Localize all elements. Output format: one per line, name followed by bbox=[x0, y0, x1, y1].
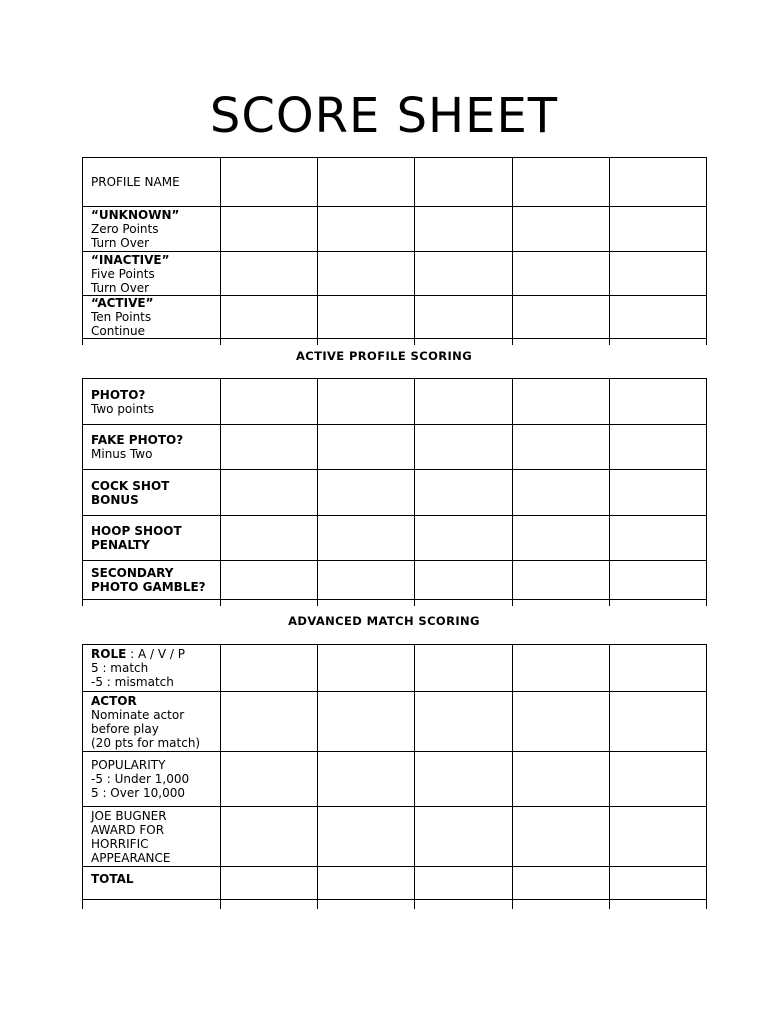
score-cell[interactable] bbox=[415, 692, 512, 752]
table-row-total bbox=[83, 867, 707, 900]
score-cell[interactable] bbox=[609, 752, 706, 807]
score-cell[interactable] bbox=[415, 158, 512, 207]
score-cell[interactable] bbox=[221, 379, 318, 425]
score-cell[interactable] bbox=[221, 692, 318, 752]
table-row bbox=[83, 425, 707, 470]
score-cell[interactable] bbox=[415, 645, 512, 692]
row-label: PHOTO? Two points bbox=[83, 379, 221, 425]
score-cell[interactable] bbox=[512, 252, 609, 296]
score-cell[interactable] bbox=[415, 252, 512, 296]
table-row bbox=[83, 379, 707, 425]
score-cell[interactable] bbox=[512, 752, 609, 807]
section-heading-active-profile: ACTIVE PROFILE SCORING bbox=[295, 349, 473, 363]
score-cell[interactable] bbox=[512, 379, 609, 425]
row-label: FAKE PHOTO? Minus Two bbox=[83, 425, 221, 470]
row-label: POPULARITY -5 : Under 1,000 5 : Over 10,000 bbox=[83, 752, 221, 807]
score-cell[interactable] bbox=[609, 807, 706, 867]
score-cell[interactable] bbox=[318, 425, 415, 470]
score-cell[interactable] bbox=[221, 252, 318, 296]
score-cell[interactable] bbox=[221, 645, 318, 692]
score-cell[interactable] bbox=[512, 425, 609, 470]
score-cell[interactable] bbox=[609, 561, 706, 600]
score-cell[interactable] bbox=[318, 516, 415, 561]
score-cell[interactable] bbox=[318, 296, 415, 339]
row-label: JOE BUGNER AWARD FOR HORRIFIC APPEARANCE bbox=[83, 807, 221, 867]
score-cell[interactable] bbox=[415, 379, 512, 425]
score-cell[interactable] bbox=[318, 379, 415, 425]
score-cell[interactable] bbox=[221, 752, 318, 807]
row-label: TOTAL bbox=[83, 867, 221, 900]
row-label: “UNKNOWN” Zero Points Turn Over bbox=[83, 207, 221, 252]
score-cell[interactable] bbox=[221, 296, 318, 339]
score-cell[interactable] bbox=[318, 207, 415, 252]
score-cell[interactable] bbox=[512, 207, 609, 252]
advanced-match-scoring-table bbox=[82, 644, 707, 909]
score-cell[interactable] bbox=[609, 158, 706, 207]
score-cell[interactable] bbox=[512, 158, 609, 207]
row-label: “ACTIVE” Ten Points Continue bbox=[83, 296, 221, 339]
score-cell[interactable] bbox=[415, 867, 512, 900]
score-cell[interactable] bbox=[609, 207, 706, 252]
row-label: ACTOR Nominate actor before play (20 pts for match) bbox=[83, 692, 221, 752]
score-cell[interactable] bbox=[318, 645, 415, 692]
score-cell[interactable] bbox=[318, 752, 415, 807]
score-cell[interactable] bbox=[512, 807, 609, 867]
score-cell[interactable] bbox=[609, 470, 706, 516]
row-label: PROFILE NAME bbox=[83, 158, 221, 207]
row-label: “INACTIVE” Five Points Turn Over bbox=[83, 252, 221, 296]
score-cell[interactable] bbox=[415, 296, 512, 339]
score-cell[interactable] bbox=[609, 296, 706, 339]
score-cell[interactable] bbox=[609, 425, 706, 470]
score-cell[interactable] bbox=[512, 645, 609, 692]
score-cell[interactable] bbox=[221, 470, 318, 516]
active-profile-scoring-table bbox=[82, 378, 707, 606]
score-cell[interactable] bbox=[512, 516, 609, 561]
score-cell[interactable] bbox=[609, 867, 706, 900]
table-row bbox=[83, 470, 707, 516]
table-row bbox=[83, 645, 707, 692]
table-row bbox=[83, 561, 707, 600]
section-heading-advanced-match: ADVANCED MATCH SCORING bbox=[288, 614, 480, 628]
score-cell[interactable] bbox=[318, 158, 415, 207]
table-row bbox=[83, 296, 707, 339]
row-label: COCK SHOT BONUS bbox=[83, 470, 221, 516]
score-cell[interactable] bbox=[221, 516, 318, 561]
score-cell[interactable] bbox=[609, 252, 706, 296]
profile-status-table bbox=[82, 157, 707, 345]
score-cell[interactable] bbox=[415, 561, 512, 600]
table-row bbox=[83, 752, 707, 807]
row-label: SECONDARY PHOTO GAMBLE? bbox=[83, 561, 221, 600]
score-cell[interactable] bbox=[415, 752, 512, 807]
score-cell[interactable] bbox=[415, 807, 512, 867]
score-cell[interactable] bbox=[318, 867, 415, 900]
page-title: SCORE SHEET bbox=[209, 88, 559, 144]
score-cell[interactable] bbox=[415, 470, 512, 516]
score-cell[interactable] bbox=[221, 561, 318, 600]
score-cell[interactable] bbox=[609, 645, 706, 692]
score-cell[interactable] bbox=[609, 516, 706, 561]
row-label: HOOP SHOOT PENALTY bbox=[83, 516, 221, 561]
score-cell[interactable] bbox=[318, 692, 415, 752]
table-row-stub bbox=[83, 900, 707, 909]
score-cell[interactable] bbox=[512, 867, 609, 900]
score-cell[interactable] bbox=[318, 252, 415, 296]
score-cell[interactable] bbox=[318, 807, 415, 867]
score-cell[interactable] bbox=[221, 807, 318, 867]
score-cell[interactable] bbox=[221, 207, 318, 252]
table-row bbox=[83, 207, 707, 252]
table-row bbox=[83, 158, 707, 207]
score-cell[interactable] bbox=[318, 561, 415, 600]
score-cell[interactable] bbox=[512, 561, 609, 600]
table-row bbox=[83, 516, 707, 561]
row-label: ROLE : A / V / P 5 : match -5 : mismatch bbox=[83, 645, 221, 692]
score-cell[interactable] bbox=[415, 425, 512, 470]
table-row-stub bbox=[83, 600, 707, 606]
score-cell[interactable] bbox=[221, 425, 318, 470]
table-row bbox=[83, 252, 707, 296]
score-cell[interactable] bbox=[415, 207, 512, 252]
score-cell[interactable] bbox=[512, 470, 609, 516]
score-cell[interactable] bbox=[415, 516, 512, 561]
score-cell[interactable] bbox=[221, 867, 318, 900]
score-cell[interactable] bbox=[609, 379, 706, 425]
table-row-stub bbox=[83, 339, 707, 345]
score-cell[interactable] bbox=[318, 470, 415, 516]
score-cell[interactable] bbox=[221, 158, 318, 207]
score-cell[interactable] bbox=[609, 692, 706, 752]
score-cell[interactable] bbox=[512, 692, 609, 752]
table-row bbox=[83, 692, 707, 752]
score-cell[interactable] bbox=[512, 296, 609, 339]
table-row bbox=[83, 807, 707, 867]
